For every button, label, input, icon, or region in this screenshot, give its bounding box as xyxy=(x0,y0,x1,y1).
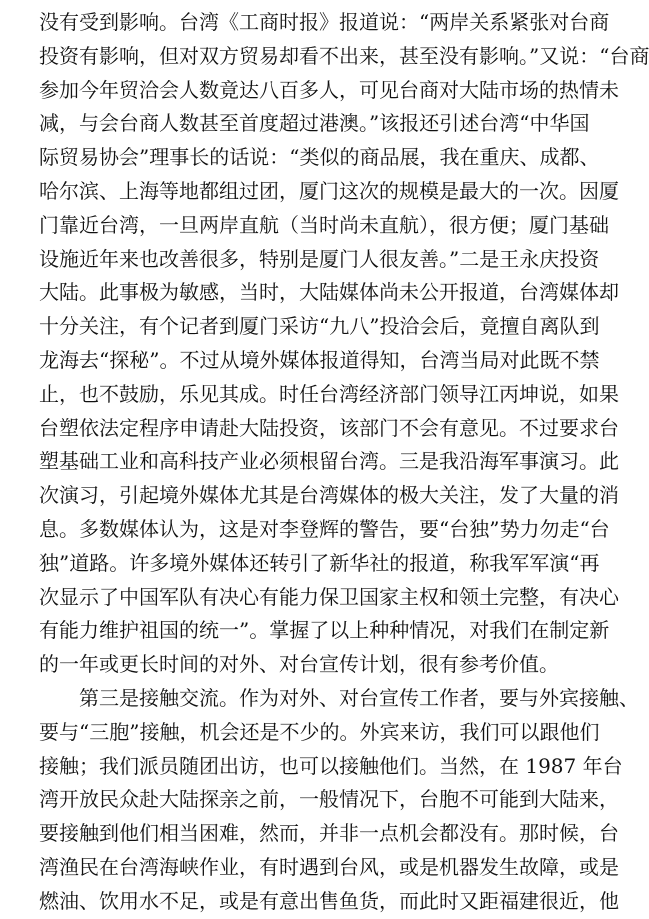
text-line: 没有受到影响。台湾《工商时报》报道说：“两岸关系紧张对台商 xyxy=(39,10,610,34)
text-line: 龙海去“探秘”。不过从境外媒体报道得知，台湾当局对此既不禁 xyxy=(39,347,600,372)
text-line: 减，与会台商人数甚至首度超过港澳。”该报还引述台湾“中华国 xyxy=(39,111,590,136)
text-line: 门靠近台湾，一旦两岸直航（当时尚未直航），很方便；厦门基础 xyxy=(39,212,609,237)
text-line: 燃油、饮用水不足，或是有意出售鱼货，而此时又距福建很近，他 xyxy=(39,888,619,913)
text-line: 参加今年贸洽会人数竟达八百多人，可见台商对大陆市场的热情未 xyxy=(39,77,619,102)
text-line: 设施近年来也改善很多，特别是厦门人很友善。”二是王永庆投资 xyxy=(39,246,600,271)
text-line: 要与“三胞”接触，机会还是不少的。外宾来访，我们可以跟他们 xyxy=(39,719,600,744)
text-line: 塑基础工业和高科技产业必须根留台湾。三是我沿海军事演习。此 xyxy=(39,449,619,474)
text-line: 独”道路。许多境外媒体还转引了新华社的报道，称我军军演“再 xyxy=(39,550,600,575)
body-text xyxy=(39,6,649,919)
text-line: 息。多数媒体认为，这是对李登辉的警告，要“台独”势力勿走“台 xyxy=(39,516,610,541)
text-line: 第三是接触交流。作为对外、对台宣传工作者，要与外宾接触、 xyxy=(79,685,639,710)
text-line: 台塑依法定程序申请赴大陆投资，该部门不会有意见。不过要求台 xyxy=(39,415,619,440)
text-line: 湾开放民众赴大陆探亲之前，一般情况下，台胞不可能到大陆来， xyxy=(39,787,619,812)
text-line: 的一年或更长时间的对外、对台宣传计划，很有参考价值。 xyxy=(39,652,559,677)
text-line: 十分关注，有个记者到厦门采访“九八”投洽会后，竟擅自离队到 xyxy=(39,314,600,339)
text-line: 际贸易协会”理事长的话说：“类似的商品展，我在重庆、成都、 xyxy=(39,145,600,170)
text-line: 哈尔滨、上海等地都组过团，厦门这次的规模是最大的一次。因厦 xyxy=(39,178,619,203)
text-line: 大陆。此事极为敏感，当时，大陆媒体尚未公开报道，台湾媒体却 xyxy=(39,280,619,305)
text-line: 有能力维护祖国的统一”。掌握了以上种种情况，对我们在制定新 xyxy=(39,618,610,643)
text-line: 次显示了中国军队有决心有能力保卫国家主权和领土完整，有决心 xyxy=(39,584,619,609)
text-line: 要接触到他们相当困难，然而，并非一点机会都没有。那时候，台 xyxy=(39,821,619,846)
text-line: 次演习，引起境外媒体尤其是台湾媒体的极大关注，发了大量的消 xyxy=(39,483,619,508)
text-line: 接触；我们派员随团出访，也可以接触他们。当然，在 1987 年台 xyxy=(39,753,623,778)
text-line: 湾渔民在台湾海峡作业，有时遇到台风，或是机器发生故障，或是 xyxy=(39,854,619,879)
text-line: 投资有影响，但对双方贸易却看不出来，甚至没有影响。”又说：“台商 xyxy=(39,43,649,68)
text-line: 止，也不鼓励，乐见其成。时任台湾经济部门领导江丙坤说，如果 xyxy=(39,381,619,406)
